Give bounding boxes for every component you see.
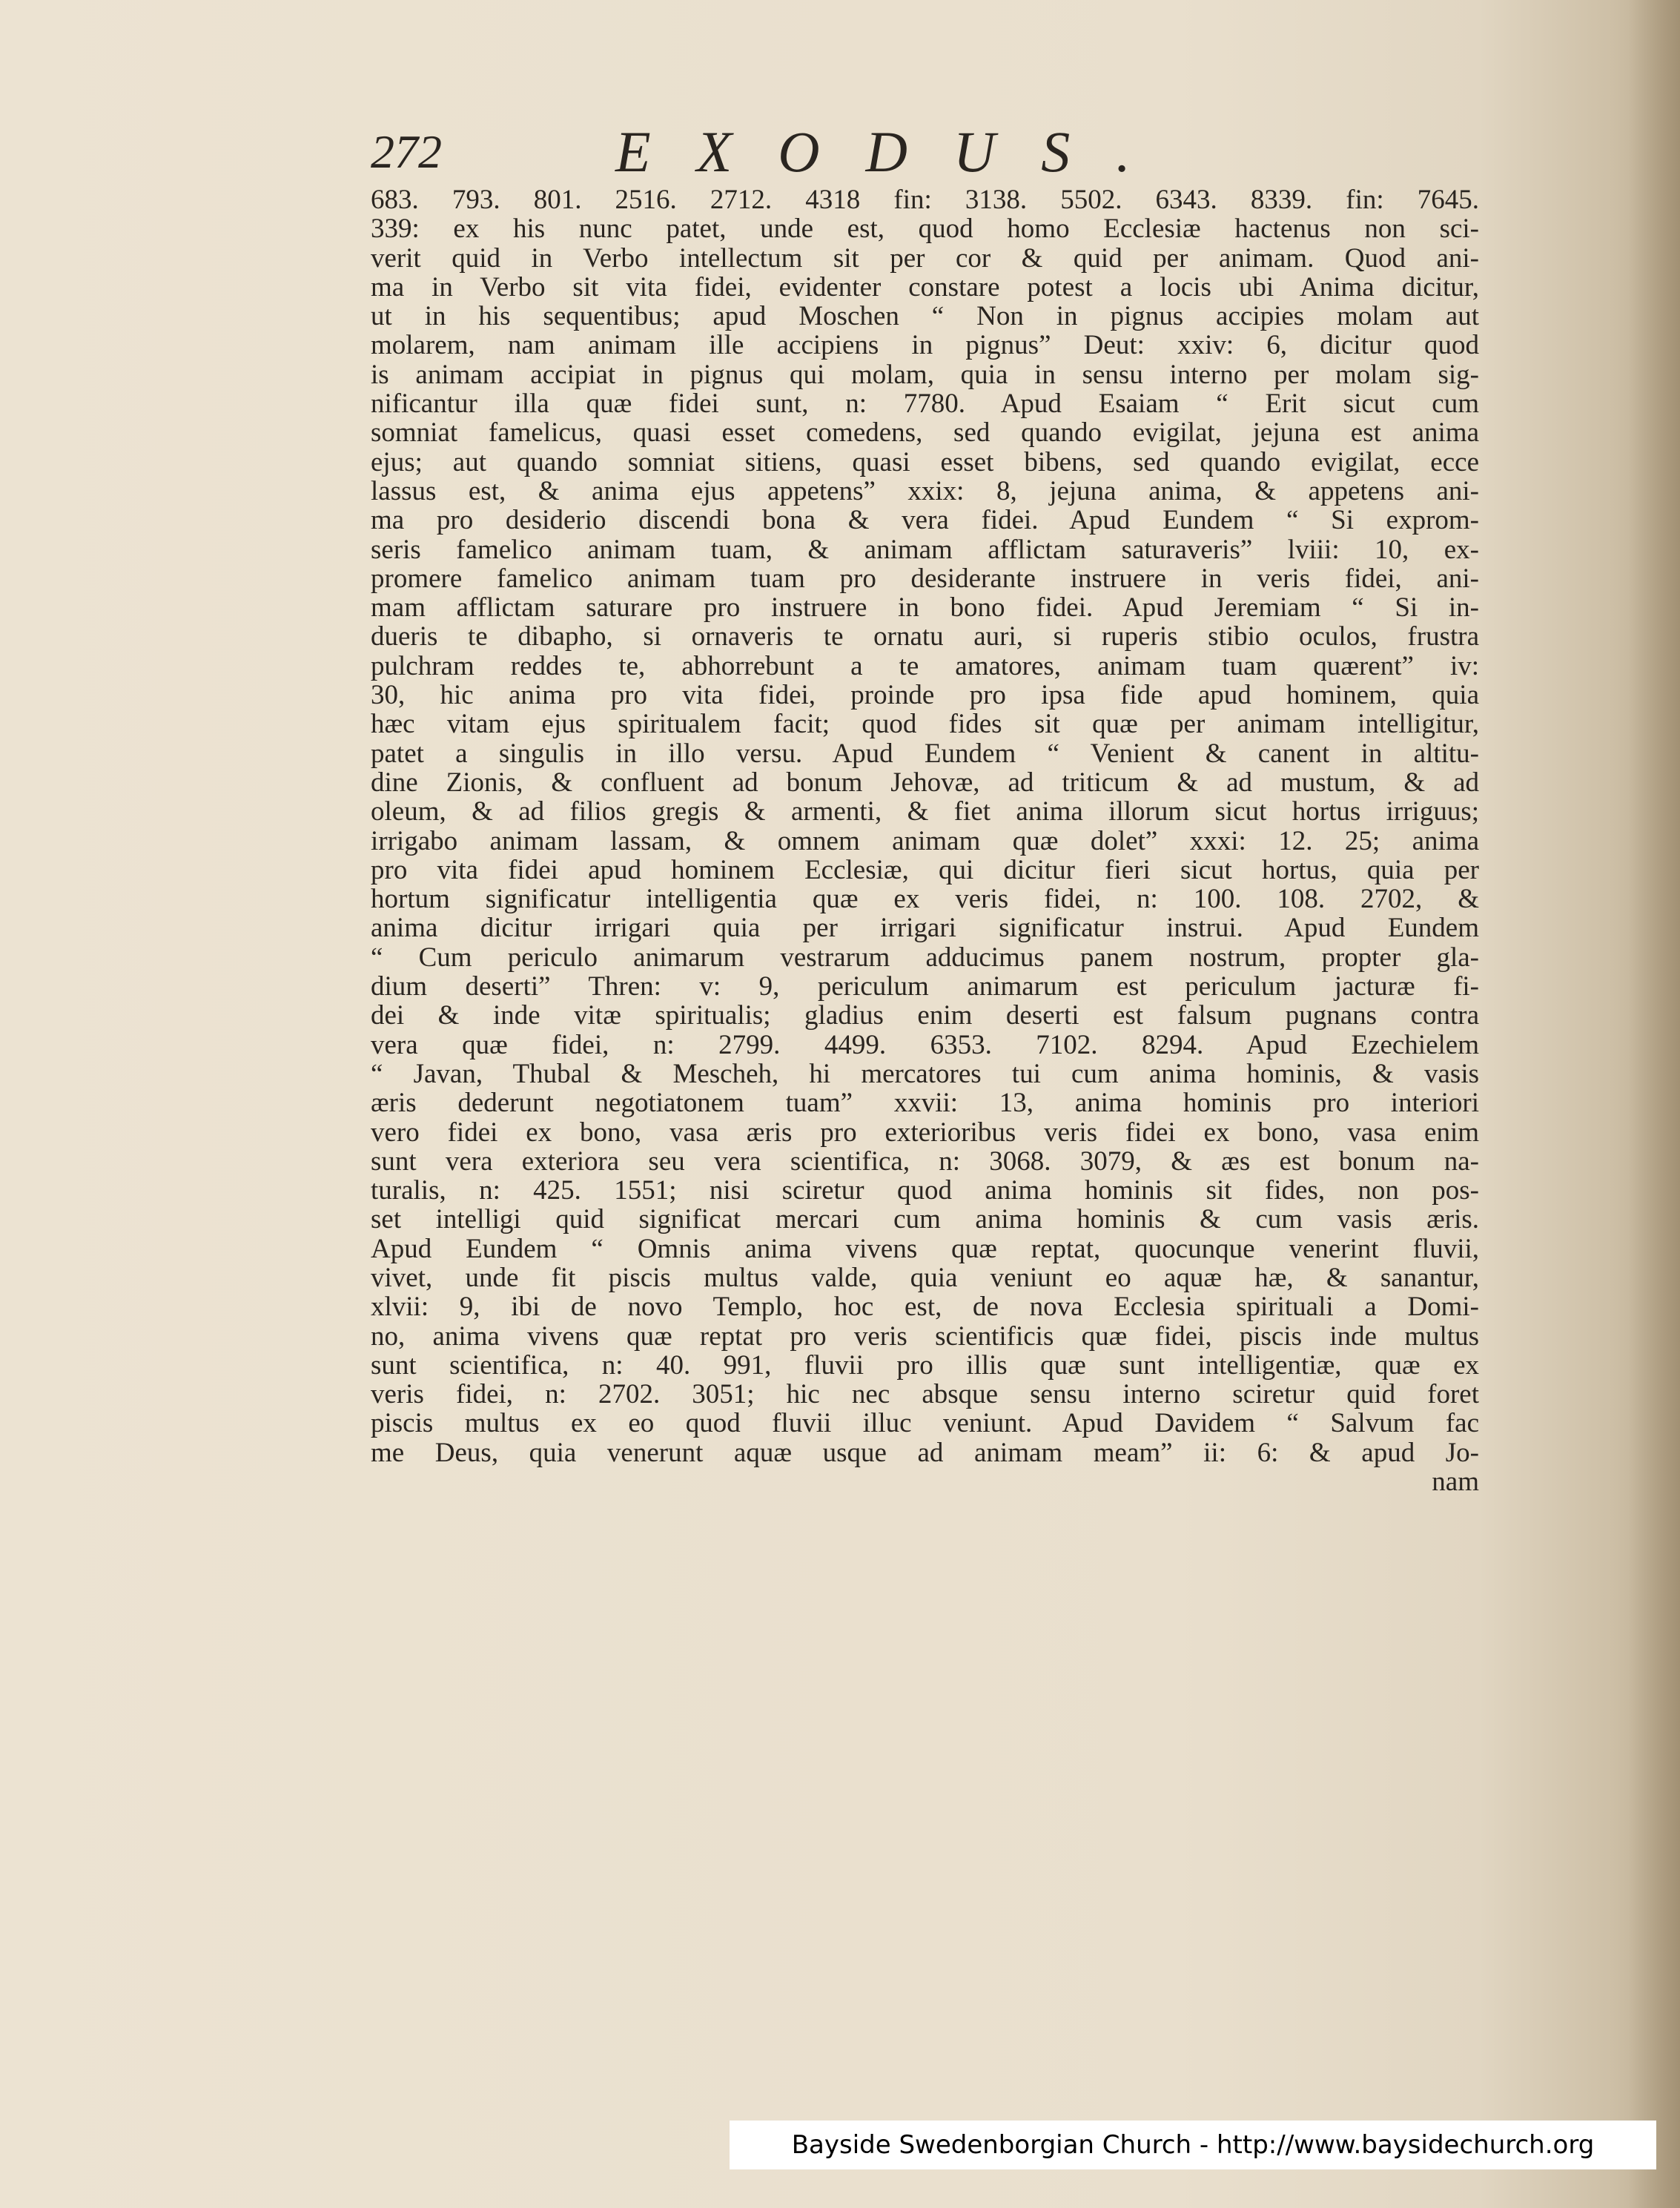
text-line: sunt scientifica, n: 40. 991, fluvii pro illis quæ sunt intelligentiæ, quæ ex	[371, 1350, 1479, 1381]
text-line: lassus est, & anima ejus appetens” xxix: 8, jejuna anima, & appetens ani-	[371, 476, 1479, 506]
text-line: nam	[1432, 1467, 1479, 1497]
text-line: ma pro desiderio discendi bona & vera fidei. Apud Eundem “ Si exprom-	[371, 506, 1479, 535]
text-line: patet a singulis in illo versu. Apud Eundem “ Venient & canent in altitu-	[371, 738, 1479, 768]
text-line: irrigabo animam lassam, & omnem animam quæ dolet” xxxi: 12. 25; anima	[371, 826, 1479, 856]
text-line: dine Zionis, & confluent ad bonum Jehovæ, ad triticum & ad mustum, & ad	[371, 767, 1479, 798]
text-line: 683. 793. 801. 2516. 2712. 4318 fin: 3138. 5502. 6343. 8339. fin: 7645.	[371, 185, 1479, 215]
page-header	[371, 119, 1483, 185]
text-line: vivet, unde fit piscis multus valde, quia veniunt eo aquæ hæ, & sanantur,	[371, 1263, 1479, 1293]
running-title: EXODUS.	[615, 119, 1177, 184]
text-line: me Deus, quia venerunt aquæ usque ad animam meam” ii: 6: & apud Jo-	[371, 1438, 1479, 1468]
page-number: 272	[371, 125, 442, 178]
text-line: seris famelico animam tuam, & animam afflictam saturaveris” lviii: 10, ex-	[371, 535, 1479, 564]
text-line: verit quid in Verbo intellectum sit per cor & quid per animam. Quod ani-	[371, 243, 1479, 273]
text-line: nificantur illa quæ fidei sunt, n: 7780. Apud Esaiam “ Erit sicut cum	[371, 389, 1479, 419]
text-line: mam afflictam saturare pro instruere in bono fidei. Apud Jeremiam “ Si in-	[371, 593, 1479, 623]
text-line: oleum, & ad filios gregis & armenti, & fiet anima illorum sicut hortus irriguus;	[371, 797, 1479, 827]
text-line: “ Cum periculo animarum vestrarum adducimus panem nostrum, propter gla-	[371, 942, 1479, 973]
text-line: 30, hic anima pro vita fidei, proinde pro ipsa fide apud hominem, quia	[371, 681, 1479, 710]
text-line: ejus; aut quando somniat sitiens, quasi esset bibens, sed quando evigilat, ecce	[371, 447, 1479, 477]
text-line: sunt vera exteriora seu vera scientifica, n: 3068. 3079, & æs est bonum na-	[371, 1146, 1479, 1177]
text-line: anima dicitur irrigari quia per irrigari significatur instrui. Apud Eundem	[371, 913, 1479, 943]
page-gutter-shadow	[1628, 0, 1680, 2208]
text-line: is animam accipiat in pignus qui molam, quia in sensu interno per molam sig-	[371, 360, 1479, 390]
text-line: pulchram reddes te, abhorrebunt a te amatores, animam tuam quærent” iv:	[371, 651, 1479, 681]
text-line: æris dederunt negotiatonem tuam” xxvii: 13, anima hominis pro interiori	[371, 1088, 1479, 1118]
text-line: vero fidei ex bono, vasa æris pro exterioribus veris fidei ex bono, vasa enim	[371, 1117, 1479, 1147]
text-line: vera quæ fidei, n: 2799. 4499. 6353. 7102. 8294. Apud Ezechielem	[371, 1030, 1479, 1060]
text-line: 339: ex his nunc patet, unde est, quod homo Ecclesiæ hactenus non sci-	[371, 214, 1479, 244]
text-line: piscis multus ex eo quod fluvii illuc veniunt. Apud Davidem “ Salvum fac	[371, 1409, 1479, 1438]
text-line: molarem, nam animam ille accipiens in pignus” Deut: xxiv: 6, dicitur quod	[371, 331, 1479, 360]
text-line: hortum significatur intelligentia quæ ex veris fidei, n: 100. 108. 2702, &	[371, 885, 1479, 914]
text-line: somniat famelicus, quasi esset comedens, sed quando evigilat, jejuna est anima	[371, 418, 1479, 448]
text-line: dueris te dibapho, si ornaveris te ornatu auri, si ruperis stibio oculos, frustra	[371, 622, 1479, 652]
text-line: dei & inde vitæ spiritualis; gladius enim deserti est falsum pugnans contra	[371, 1001, 1479, 1031]
watermark-banner: Bayside Swedenborgian Church - http://www.baysidechurch.org	[730, 2121, 1656, 2169]
text-line: ut in his sequentibus; apud Moschen “ Non in pignus accipies molam aut	[371, 302, 1479, 331]
body-text	[371, 185, 1479, 1496]
text-line: set intelligi quid significat mercari cum anima hominis & cum vasis æris.	[371, 1205, 1479, 1234]
text-line: “ Javan, Thubal & Mescheh, hi mercatores tui cum anima hominis, & vasis	[371, 1059, 1479, 1089]
text-line: turalis, n: 425. 1551; nisi sciretur quod anima hominis sit fides, non pos-	[371, 1176, 1479, 1206]
text-line: ma in Verbo sit vita fidei, evidenter constare potest a locis ubi Anima dicitur,	[371, 272, 1479, 303]
text-line: no, anima vivens quæ reptat pro veris scientificis quæ fidei, piscis inde multus	[371, 1321, 1479, 1351]
text-line: pro vita fidei apud hominem Ecclesiæ, qui dicitur fieri sicut hortus, quia per	[371, 855, 1479, 885]
text-line: veris fidei, n: 2702. 3051; hic nec absque sensu interno sciretur quid foret	[371, 1380, 1479, 1409]
text-line: xlvii: 9, ibi de novo Templo, hoc est, de nova Ecclesia spirituali a Domi-	[371, 1292, 1479, 1322]
text-line: promere famelico animam tuam pro desiderante instruere in veris fidei, ani-	[371, 563, 1479, 594]
text-line: Apud Eundem “ Omnis anima vivens quæ reptat, quocunque venerint fluvii,	[371, 1234, 1479, 1263]
text-line: dium deserti” Thren: v: 9, periculum animarum est periculum jacturæ fi-	[371, 972, 1479, 1002]
text-line: hæc vitam ejus spiritualem facit; quod fides sit quæ per animam intelligitur,	[371, 710, 1479, 739]
